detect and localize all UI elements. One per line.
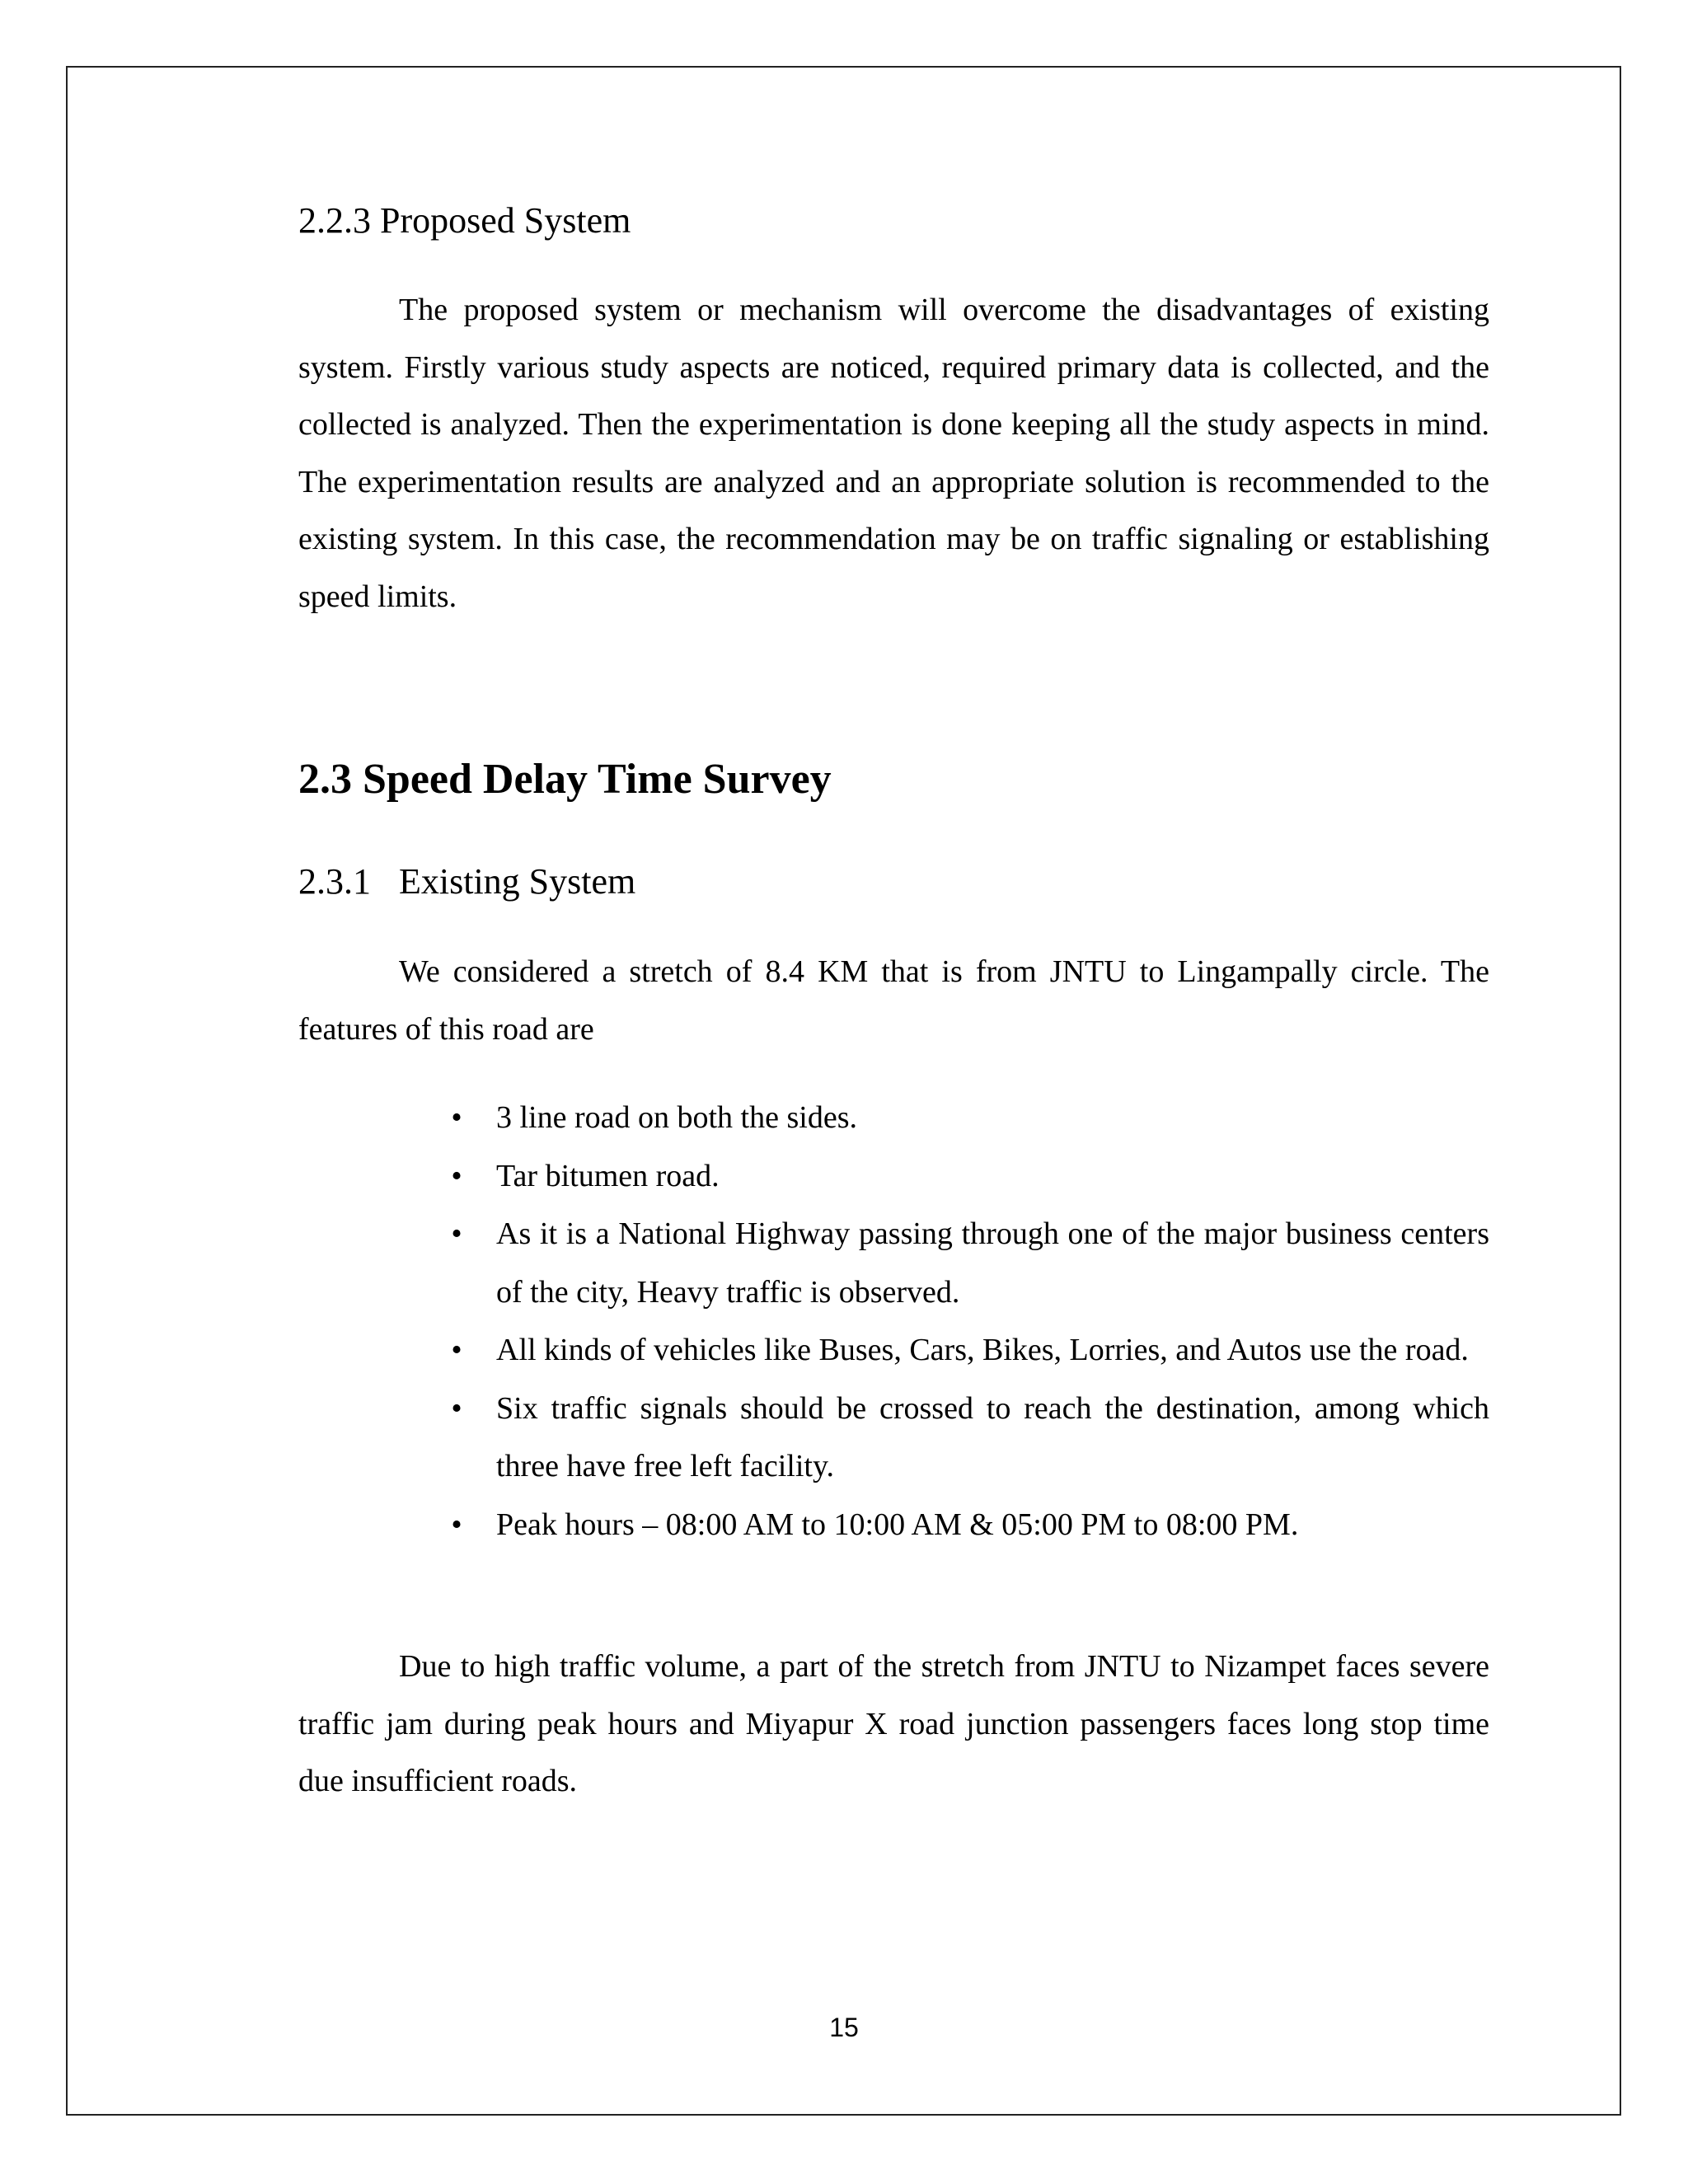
- section-2-2-3-number: 2.2.3: [298, 200, 371, 241]
- section-2-3-1-heading: [298, 861, 636, 902]
- list-item: [451, 1147, 1489, 1206]
- list-item: [451, 1380, 1489, 1496]
- bullet-icon: •: [451, 1333, 462, 1367]
- list-item: [451, 1321, 1489, 1380]
- bullet-icon: •: [451, 1216, 462, 1251]
- section-2-3-1-number: 2.3.1: [298, 861, 371, 902]
- bullet-icon: •: [451, 1100, 462, 1135]
- section-2-2-3-title: Proposed System: [380, 200, 631, 241]
- section-2-3-1-title: Existing System: [399, 861, 636, 902]
- section-2-3-heading: 2.3 Speed Delay Time Survey: [298, 756, 832, 803]
- road-features-list: [451, 1089, 1489, 1554]
- existing-system-intro: We considered a stretch of 8.4 KM that is from JNTU to Lingampally circle. The features of this road are: [298, 954, 1489, 1047]
- bullet-icon: •: [451, 1390, 462, 1426]
- page-number: 15: [829, 2013, 859, 2042]
- list-item-text: 3 line road on both the sides.: [496, 1100, 857, 1135]
- list-item-text: Tar bitumen road.: [496, 1158, 720, 1193]
- list-item-text: Peak hours – 08:00 AM to 10:00 AM & 05:00 PM to 08:00 PM.: [496, 1507, 1299, 1542]
- bullet-icon: •: [451, 1158, 462, 1193]
- proposed-system-paragraph: The proposed system or mechanism will overcome the disadvantages of existing system. Firstly various study aspects are noticed, required primary data is collected, and the collected is analyzed. Then the experimentation is done keeping all the study aspects in mind. The experimentation results are analyzed and an appropriate solution is recommended to the existing system. In this case, the recommendation may be on traffic signaling or establishing speed limits.: [298, 293, 1489, 614]
- list-item-text: As it is a National Highway passing through one of the major business centers of the city, Heavy traffic is observed.: [496, 1216, 1489, 1310]
- list-item: [451, 1496, 1489, 1554]
- list-item: [451, 1089, 1489, 1147]
- list-item: [451, 1205, 1489, 1321]
- section-2-2-3-heading: [298, 200, 631, 241]
- bullet-icon: •: [451, 1507, 462, 1542]
- list-item-text: All kinds of vehicles like Buses, Cars, Bikes, Lorries, and Autos use the road.: [496, 1333, 1469, 1367]
- list-item-text: Six traffic signals should be crossed to reach the destination, among which three have free left facility.: [496, 1390, 1489, 1483]
- existing-system-closing: Due to high traffic volume, a part of the stretch from JNTU to Nizampet faces severe traffic jam during peak hours and Miyapur X road junction passengers faces long stop time due insufficient roads.: [298, 1649, 1489, 1798]
